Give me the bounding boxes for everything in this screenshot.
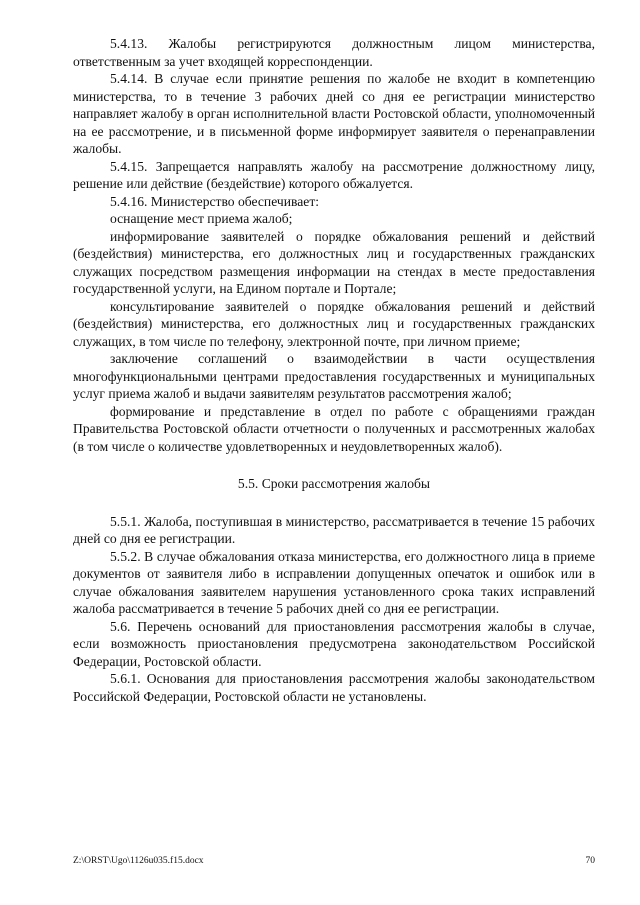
paragraph-5-4-16: 5.4.16. Министерство обеспечивает:	[110, 193, 320, 209]
paragraph-5-6: 5.6. Перечень оснований для приостановления рассмотрения жалобы в случае, если возможность приостановления предусмотрена законодательством Российской Федерации, Ростовской области.	[73, 618, 595, 669]
paragraph-5-6-1: 5.6.1. Основания для приостановления рассмотрения жалобы законодательством Российской Федерации, Ростовской области не установлены.	[73, 671, 595, 704]
section-5-5	[73, 513, 595, 706]
list-item: формирование и представление в отдел по работе с обращениями граждан Правительства Ростовской области отчетности о полученных и рассмотренных жалобах (в том числе о количестве удовлетворенных и неудовлетворенных жалоб).	[73, 403, 595, 454]
section-5-4	[73, 35, 595, 455]
list-item: информирование заявителей о порядке обжалования решений и действий (бездействия) министерства, его должностных лиц и государственных гражданских служащих посредством размещения информации на стендах в месте предоставления государственной услуги, на Едином портале и Портале;	[73, 228, 595, 296]
page-footer	[73, 855, 595, 867]
document-page	[73, 35, 595, 705]
list-item: консультирование заявителей о порядке обжалования решений и действий (бездействия) министерства, его должностных лиц и государственных гражданских служащих, в том числе по телефону, электронной почте, при личном приеме;	[73, 298, 595, 349]
paragraph-5-4-15: 5.4.15. Запрещается направлять жалобу на рассмотрение должностному лицу, решение или действие (бездействие) которого обжалуется.	[73, 158, 595, 191]
paragraph-5-5-1: 5.5.1. Жалоба, поступившая в министерство, рассматривается в течение 15 рабочих дней со дня ее регистрации.	[73, 513, 595, 546]
paragraph-5-4-14: 5.4.14. В случае если принятие решения по жалобе не входит в компетенцию министерства, то в течение 3 рабочих дней со дня ее регистрации министерство направляет жалобу в орган исполнительной власти Ростовской области, уполномоченный на ее рассмотрение, и в письменной форме информирует заявителя о перенаправлении жалобы.	[73, 71, 595, 156]
file-path: Z:\ORST\Ugo\1126u035.f15.docx	[73, 856, 204, 866]
section-heading-5-5: 5.5. Сроки рассмотрения жалобы	[237, 476, 431, 491]
list-item: заключение соглашений о взаимодействии в части осуществления многофункциональными центрами предоставления государственных и муниципальных услуг приема жалоб и выдачи заявителям результатов рассмотрения жалоб;	[73, 351, 595, 401]
page-number: 70	[585, 856, 595, 866]
paragraph-5-5-2: 5.5.2. В случае обжалования отказа министерства, его должностного лица в приеме документов от заявителя либо в исправлении допущенных опечаток и ошибок или в случае обжалования заявителем нарушения установленного срока таких исправлений жалоба рассматривается в течение 5 рабочих дней со дня ее регистрации.	[73, 548, 595, 616]
list-item: оснащение мест приема жалоб;	[110, 211, 293, 226]
paragraph-5-4-13: 5.4.13. Жалобы регистрируются должностным лицом министерства, ответственным за учет входящей корреспонденции.	[73, 36, 595, 69]
